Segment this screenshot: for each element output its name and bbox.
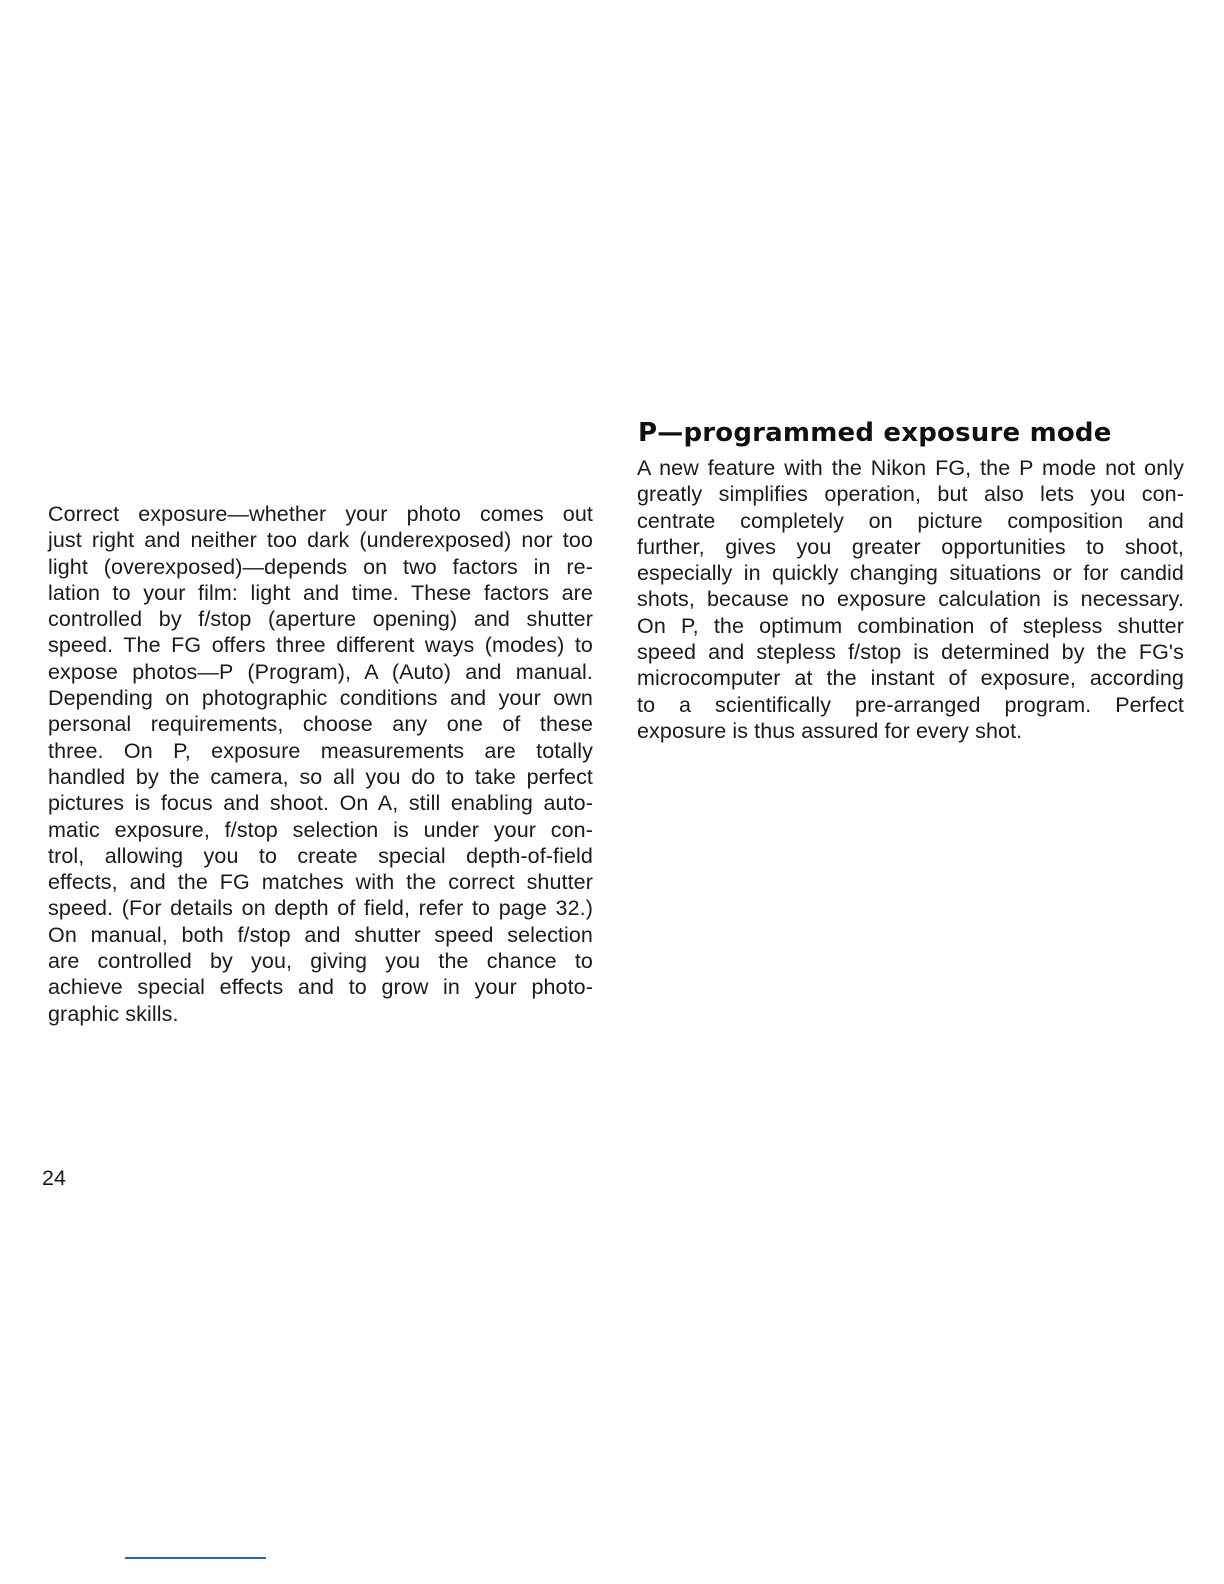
text-line: light (overexposed)—depends on two factors in re- <box>48 554 593 579</box>
right-column-body <box>637 455 1184 744</box>
text-line: further, gives you greater opportunities to shoot, <box>637 534 1184 559</box>
text-line: On P, the optimum combination of stepless shutter <box>637 613 1184 638</box>
text-line: achieve special effects and to grow in your photo- <box>48 975 593 1000</box>
footer-rule <box>125 1557 266 1559</box>
paragraph-p-mode <box>637 455 1184 744</box>
text-line: are controlled by you, giving you the chance to <box>48 949 593 974</box>
text-line: effects, and the FG matches with the correct shutter <box>48 870 593 895</box>
text-line: speed. (For details on depth of field, refer to page 32.) <box>48 896 593 921</box>
page-number: 24 <box>42 1166 66 1190</box>
text-line: exposure is thus assured for every shot. <box>637 718 1023 743</box>
section-heading: P—programmed exposure mode <box>638 418 1112 448</box>
text-line: graphic skills. <box>48 1001 179 1026</box>
text-line: lation to your film: light and time. These factors are <box>48 580 593 605</box>
text-line: Depending on photographic conditions and your own <box>48 686 593 711</box>
text-line: especially in quickly changing situations or for candid <box>637 561 1184 586</box>
text-line: On manual, both f/stop and shutter speed selection <box>48 922 593 947</box>
text-line: greatly simplifies operation, but also lets you con- <box>637 482 1184 507</box>
text-line: trol, allowing you to create special depth-of-field <box>48 843 593 868</box>
text-line: matic exposure, f/stop selection is under your con- <box>48 817 593 842</box>
text-line: speed. The FG offers three different ways (modes) to <box>48 633 593 658</box>
text-line: three. On P, exposure measurements are totally <box>48 738 593 763</box>
text-line: Correct exposure—whether your photo comes out <box>48 502 593 526</box>
text-line: pictures is focus and shoot. On A, still enabling auto- <box>48 791 593 816</box>
text-line: just right and neither too dark (underexposed) nor too <box>48 528 593 553</box>
text-line: personal requirements, choose any one of these <box>48 712 593 737</box>
text-line: to a scientifically pre-arranged program. Perfect <box>637 692 1184 717</box>
text-line: microcomputer at the instant of exposure, according <box>637 666 1184 691</box>
text-line: controlled by f/stop (aperture opening) and shutter <box>48 607 593 632</box>
text-line: speed and stepless f/stop is determined by the FG's <box>637 640 1184 665</box>
left-column-body <box>48 501 593 1027</box>
text-line: A new feature with the Nikon FG, the P mode not only <box>637 456 1184 480</box>
paragraph-correct-exposure <box>48 501 593 1027</box>
text-line: shots, because no exposure calculation is necessary. <box>637 587 1184 612</box>
text-line: expose photos—P (Program), A (Auto) and manual. <box>48 659 593 684</box>
text-line: handled by the camera, so all you do to take perfect <box>48 764 593 789</box>
text-line: centrate completely on picture composition and <box>637 508 1184 533</box>
